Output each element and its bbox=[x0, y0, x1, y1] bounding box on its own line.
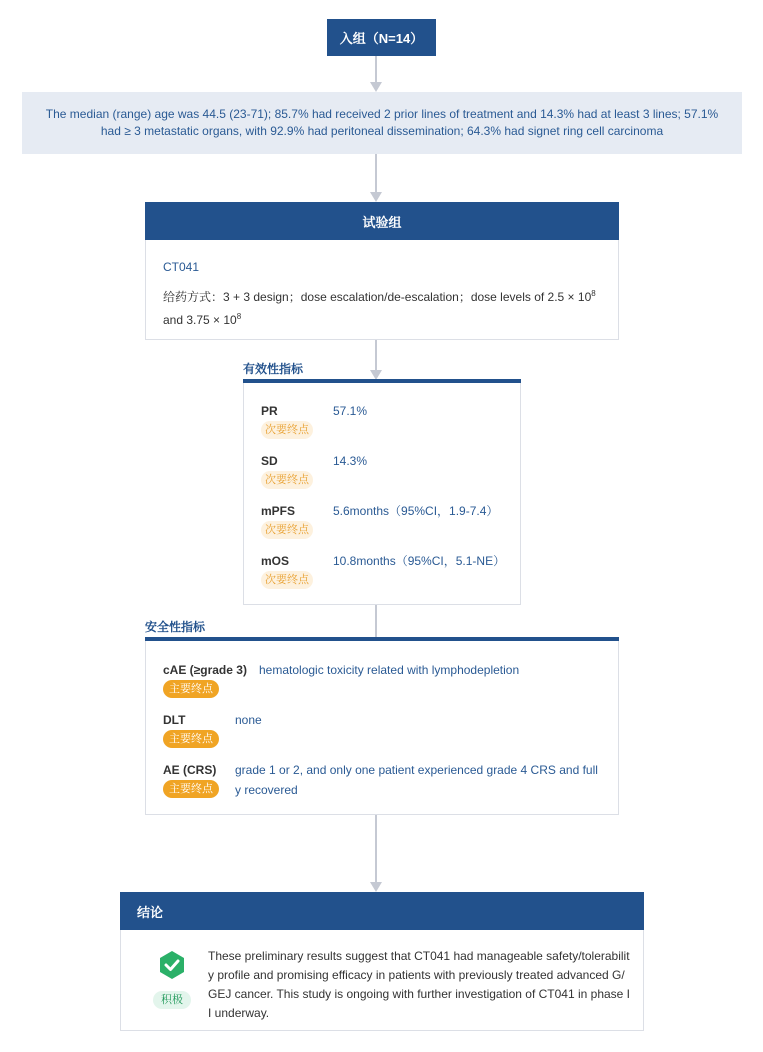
metric-name: PR bbox=[261, 404, 278, 418]
metric-value-line: grade 1 or 2, and only one patient experienced grade 4 CRS and full bbox=[235, 763, 598, 777]
primary-endpoint-tag: 主要终点 bbox=[163, 730, 219, 748]
secondary-endpoint-tag: 次要终点 bbox=[261, 571, 313, 589]
baseline-box bbox=[22, 92, 742, 154]
secondary-endpoint-tag: 次要终点 bbox=[261, 471, 313, 489]
efficacy-box bbox=[243, 383, 521, 605]
metric-name: DLT bbox=[163, 713, 186, 727]
regimen-exponent: 8 bbox=[236, 312, 242, 321]
positive-badge: 积极 bbox=[153, 991, 191, 1009]
secondary-endpoint-tag: 次要终点 bbox=[261, 421, 313, 439]
efficacy-title: 有效性指标 bbox=[243, 362, 304, 376]
enrollment-label: 入组（N=14） bbox=[339, 31, 424, 46]
metric-name: SD bbox=[261, 454, 278, 468]
metric-value bbox=[235, 760, 598, 800]
conclusion-title: 结论 bbox=[137, 904, 164, 920]
primary-endpoint-tag: 主要终点 bbox=[163, 680, 219, 698]
regimen-text bbox=[163, 284, 601, 330]
metric-name: mOS bbox=[261, 554, 290, 568]
conclusion-header bbox=[120, 892, 644, 930]
metric-value: 5.6months（95%CI，1.9-7.4） bbox=[333, 504, 499, 518]
drug-name: CT041 bbox=[163, 260, 200, 274]
primary-endpoint-tag: 主要终点 bbox=[163, 780, 219, 798]
shield-check-icon bbox=[157, 950, 187, 980]
enrollment-box bbox=[327, 19, 436, 56]
metric-value-line: y recovered bbox=[235, 783, 298, 797]
connector-line bbox=[375, 154, 377, 192]
regimen-mid: and 3.75 × 10 bbox=[163, 313, 237, 327]
connector-line bbox=[375, 340, 377, 370]
baseline-text: The median (range) age was 44.5 (23-71); 85.7% had received 2 prior lines of treatment and 14.3% had at least 3 lines; 57.1% had ≥ 3 metastatic organs, with 92.9% had peritoneal dissemination; 64.3% had signet ring cell carcinoma bbox=[45, 107, 719, 138]
metric-name: cAE (≥grade 3) bbox=[163, 663, 247, 677]
arm-title: 试验组 bbox=[362, 214, 402, 230]
conclusion-text: These preliminary results suggest that CT041 had manageable safety/tolerability profile and promising efficacy in patients with previously treated advanced G/GEJ cancer. This study is ongoing with further investigation of CT041 in phase II underway. bbox=[208, 949, 631, 1020]
arm-body bbox=[145, 240, 619, 340]
safety-box bbox=[145, 641, 619, 815]
connector-line bbox=[375, 815, 377, 882]
connector-line bbox=[375, 56, 377, 82]
safety-title: 安全性指标 bbox=[145, 620, 206, 634]
arm-header bbox=[145, 202, 619, 240]
regimen-prefix: 给药方式：3 + 3 design；dose escalation/de-escalation；dose levels of 2.5 × 10 bbox=[163, 290, 592, 304]
metric-value: 14.3% bbox=[333, 454, 368, 468]
metric-name: AE (CRS) bbox=[163, 763, 217, 777]
metric-value: none bbox=[235, 713, 262, 727]
metric-name: mPFS bbox=[261, 504, 296, 518]
conclusion-body bbox=[120, 930, 644, 1031]
regimen-exponent: 8 bbox=[591, 289, 596, 298]
connector-arrow bbox=[370, 192, 382, 202]
metric-value: hematologic toxicity related with lymphodepletion bbox=[259, 663, 520, 677]
connector-arrow bbox=[370, 882, 382, 892]
secondary-endpoint-tag: 次要终点 bbox=[261, 521, 313, 539]
connector-line bbox=[375, 605, 377, 637]
metric-value: 10.8months（95%CI，5.1-NE） bbox=[333, 554, 506, 568]
connector-arrow bbox=[370, 82, 382, 92]
metric-value: 57.1% bbox=[333, 404, 368, 418]
